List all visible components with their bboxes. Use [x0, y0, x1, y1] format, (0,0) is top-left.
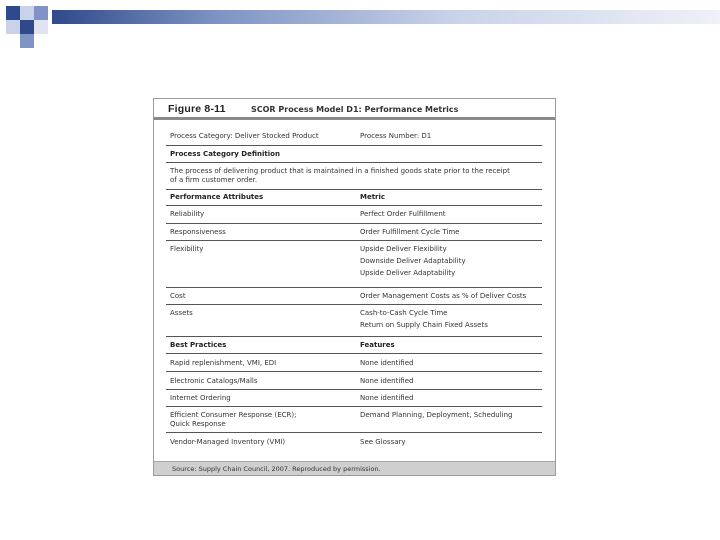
source-note: Source: Supply Chain Council, 2007. Reproduced by permission.: [172, 465, 381, 473]
process-category: Process Category: Deliver Stocked Product: [170, 132, 319, 140]
definition-line: The process of delivering product that is maintained in a finished goods state prior to the receipt: [170, 167, 510, 175]
deco-square: [6, 20, 20, 34]
metric-cell: Upside Deliver Flexibility: [360, 245, 447, 253]
divider: [166, 145, 542, 146]
figure-header: [154, 99, 555, 120]
metric-cell: Cash-to-Cash Cycle Time: [360, 309, 448, 317]
figure-scor-d1: [153, 98, 556, 476]
divider: [166, 336, 542, 337]
figure-label: Figure 8-11: [168, 103, 226, 115]
attribute-cell: Flexibility: [170, 245, 204, 253]
metric-cell: Upside Deliver Adaptability: [360, 269, 456, 277]
divider: [166, 287, 542, 288]
feature-cell: Demand Planning, Deployment, Scheduling: [360, 411, 513, 419]
metric-cell: Perfect Order Fulfillment: [360, 210, 446, 218]
feature-cell: None identified: [360, 394, 414, 402]
divider: [166, 406, 542, 407]
divider: [166, 162, 542, 163]
practice-cell: Efficient Consumer Response (ECR);: [170, 411, 297, 419]
divider: [166, 389, 542, 390]
col-header-metric: Metric: [360, 193, 386, 201]
process-number: Process Number: D1: [360, 132, 432, 140]
deco-square: [20, 6, 34, 20]
deco-square: [20, 34, 34, 48]
slide-corner-decoration: [0, 0, 720, 50]
figure-title: SCOR Process Model D1: Performance Metrics: [251, 105, 459, 114]
metric-cell: Order Management Costs as % of Deliver Costs: [360, 292, 527, 300]
definition-line: of a firm customer order.: [170, 176, 258, 184]
col-header-attribute: Performance Attributes: [170, 193, 264, 201]
col-header-practice: Best Practices: [170, 341, 227, 349]
metric-cell: Downside Deliver Adaptability: [360, 257, 466, 265]
divider: [166, 205, 542, 206]
deco-square: [20, 20, 34, 34]
deco-gradient-bar: [52, 10, 720, 24]
feature-cell: See Glossary: [360, 438, 406, 446]
practice-cell: Quick Response: [170, 420, 226, 428]
attribute-cell: Responsiveness: [170, 228, 226, 236]
deco-square: [34, 6, 48, 20]
feature-cell: None identified: [360, 359, 414, 367]
practice-cell: Vendor-Managed Inventory (VMI): [170, 438, 286, 446]
figure-source-bar: [154, 461, 555, 475]
deco-square: [34, 20, 48, 34]
divider: [166, 304, 542, 305]
attribute-cell: Assets: [170, 309, 193, 317]
metric-cell: Order Fulfillment Cycle Time: [360, 228, 460, 236]
attribute-cell: Reliability: [170, 210, 205, 218]
practice-cell: Internet Ordering: [170, 394, 231, 402]
metric-cell: Return on Supply Chain Fixed Assets: [360, 321, 488, 329]
attribute-cell: Cost: [170, 292, 186, 300]
feature-cell: None identified: [360, 377, 414, 385]
practice-cell: Rapid replenishment, VMI, EDI: [170, 359, 277, 367]
divider: [166, 189, 542, 190]
divider: [166, 223, 542, 224]
divider: [166, 353, 542, 354]
divider: [166, 432, 542, 433]
col-header-feature: Features: [360, 341, 395, 349]
definition-heading: Process Category Definition: [170, 150, 280, 158]
divider: [166, 240, 542, 241]
divider: [166, 371, 542, 372]
practice-cell: Electronic Catalogs/Malls: [170, 377, 258, 385]
deco-square: [6, 6, 20, 20]
